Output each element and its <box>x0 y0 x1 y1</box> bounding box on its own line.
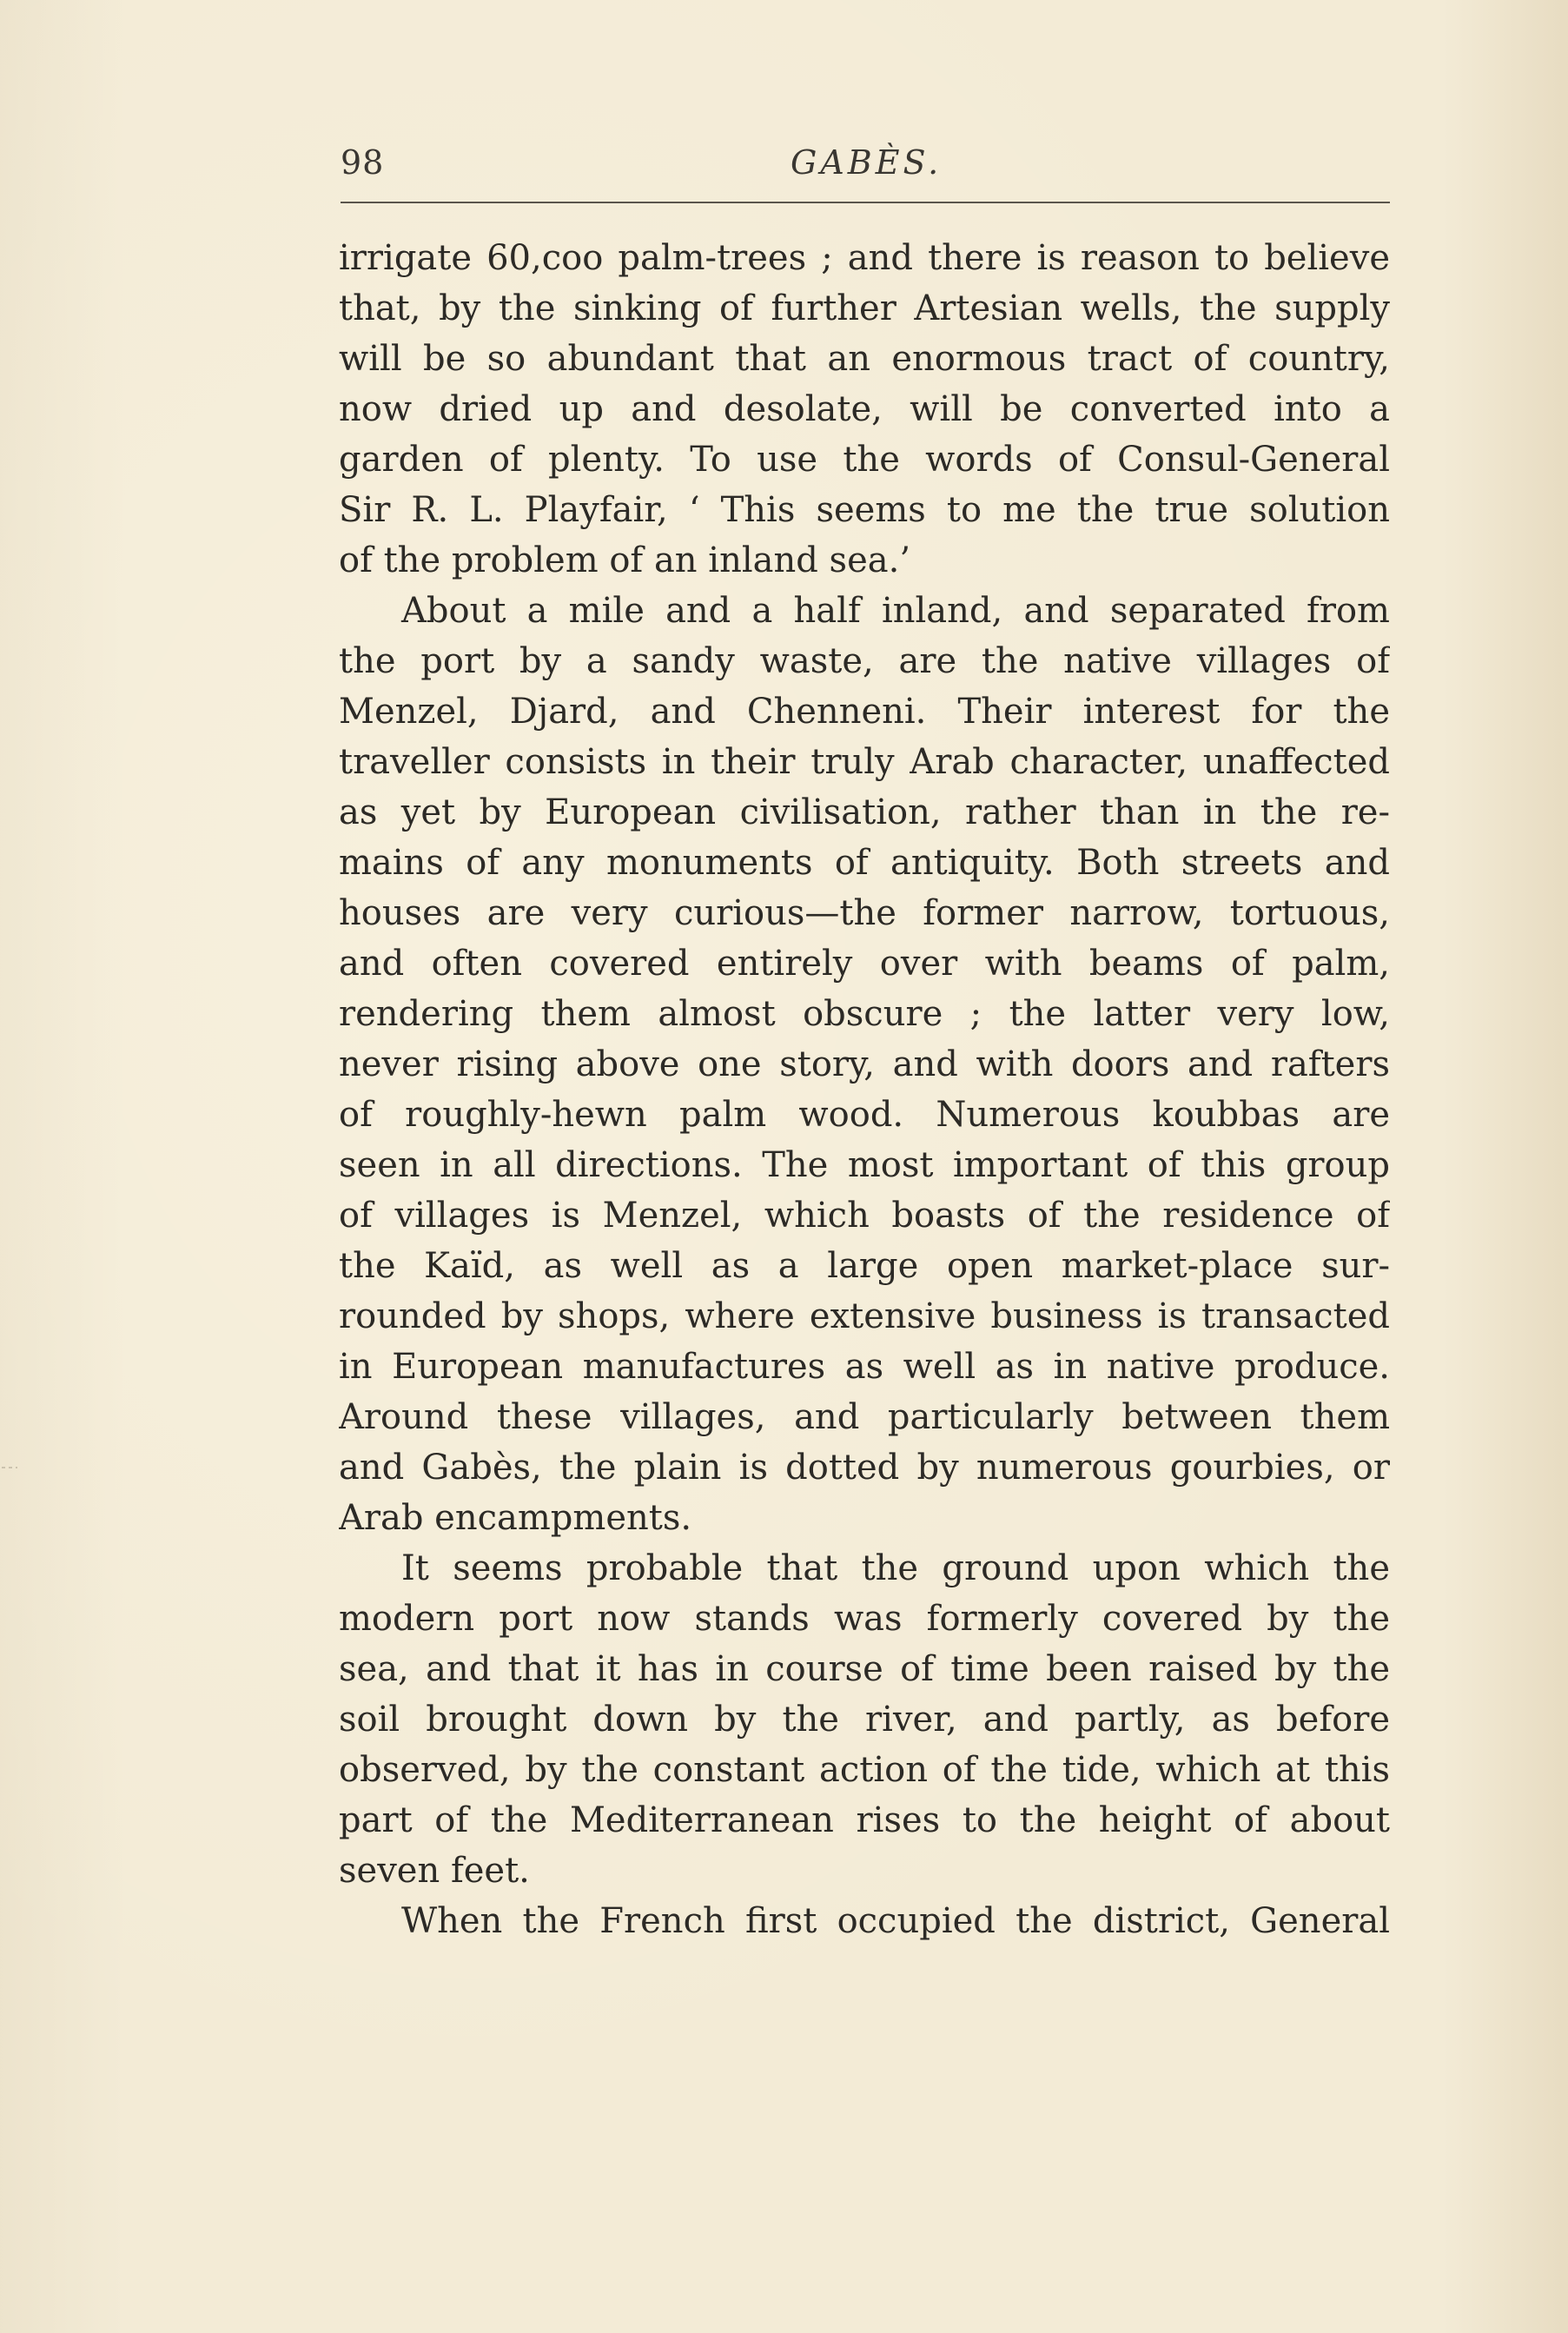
page-header <box>339 143 1390 196</box>
text-line: the port by a sandy waste, are the native villages of <box>339 641 1390 681</box>
text-line: About a mile and a half inland, and separated from <box>401 591 1390 631</box>
text-line: and Gabès, the plain is dotted by numerous gourbies, or <box>339 1448 1390 1488</box>
body-text <box>339 233 1390 1946</box>
text-line: of villages is Menzel, which boasts of the residence of <box>339 1196 1390 1236</box>
margin-mark <box>0 1464 52 1471</box>
text-line: of roughly-hewn palm wood. Numerous koubbas are <box>339 1095 1390 1135</box>
text-line: that, by the sinking of further Artesian wells, the supply <box>339 288 1390 328</box>
text-line: Around these villages, and particularly between them <box>339 1397 1390 1437</box>
text-line: rounded by shops, where extensive business is transacted <box>339 1296 1390 1336</box>
text-line: as yet by European civilisation, rather than in the re- <box>339 792 1390 832</box>
text-line: Sir R. L. Playfair, ‘ This seems to me the true solution <box>339 490 1390 530</box>
text-line: rendering them almost obscure ; the latter very low, <box>339 994 1390 1034</box>
text-line: seven feet. <box>339 1851 530 1891</box>
text-line: houses are very curious—the former narrow, tortuous, <box>339 893 1390 933</box>
text-line: soil brought down by the river, and partly, as before <box>339 1700 1390 1740</box>
text-line: When the French first occupied the district, General <box>401 1901 1390 1941</box>
text-line: will be so abundant that an enormous tract of country, <box>339 339 1390 379</box>
text-line: never rising above one story, and with doors and rafters <box>339 1044 1390 1084</box>
text-line: now dried up and desolate, will be converted into a <box>339 389 1390 429</box>
text-line: observed, by the constant action of the tide, which at this <box>339 1750 1390 1790</box>
text-line: modern port now stands was formerly covered by the <box>339 1599 1390 1639</box>
text-line: and often covered entirely over with beams of palm, <box>339 944 1390 984</box>
header-rule <box>341 202 1390 203</box>
text-line: part of the Mediterranean rises to the height of about <box>339 1800 1390 1840</box>
text-line: Menzel, Djard, and Chenneni. Their interest for the <box>339 692 1390 732</box>
text-line: mains of any monuments of antiquity. Both streets and <box>339 843 1390 883</box>
text-line: sea, and that it has in course of time been raised by the <box>339 1649 1390 1689</box>
text-line: in European manufactures as well as in native produce. <box>339 1347 1390 1387</box>
text-line: garden of plenty. To use the words of Consul-General <box>339 440 1390 480</box>
text-line: Arab encampments. <box>339 1498 692 1538</box>
text-line: traveller consists in their truly Arab character, unaffected <box>339 742 1390 782</box>
page-number: 98 <box>341 143 385 182</box>
text-line: the Kaïd, as well as a large open market-place sur- <box>339 1246 1390 1286</box>
text-line: irrigate 60,coo palm-trees ; and there is reason to believe <box>339 238 1390 278</box>
running-head: GABÈS. <box>791 143 943 182</box>
text-line: It seems probable that the ground upon which the <box>401 1548 1390 1588</box>
text-line: of the problem of an inland sea.’ <box>339 540 911 580</box>
text-line: seen in all directions. The most important of this group <box>339 1145 1390 1185</box>
